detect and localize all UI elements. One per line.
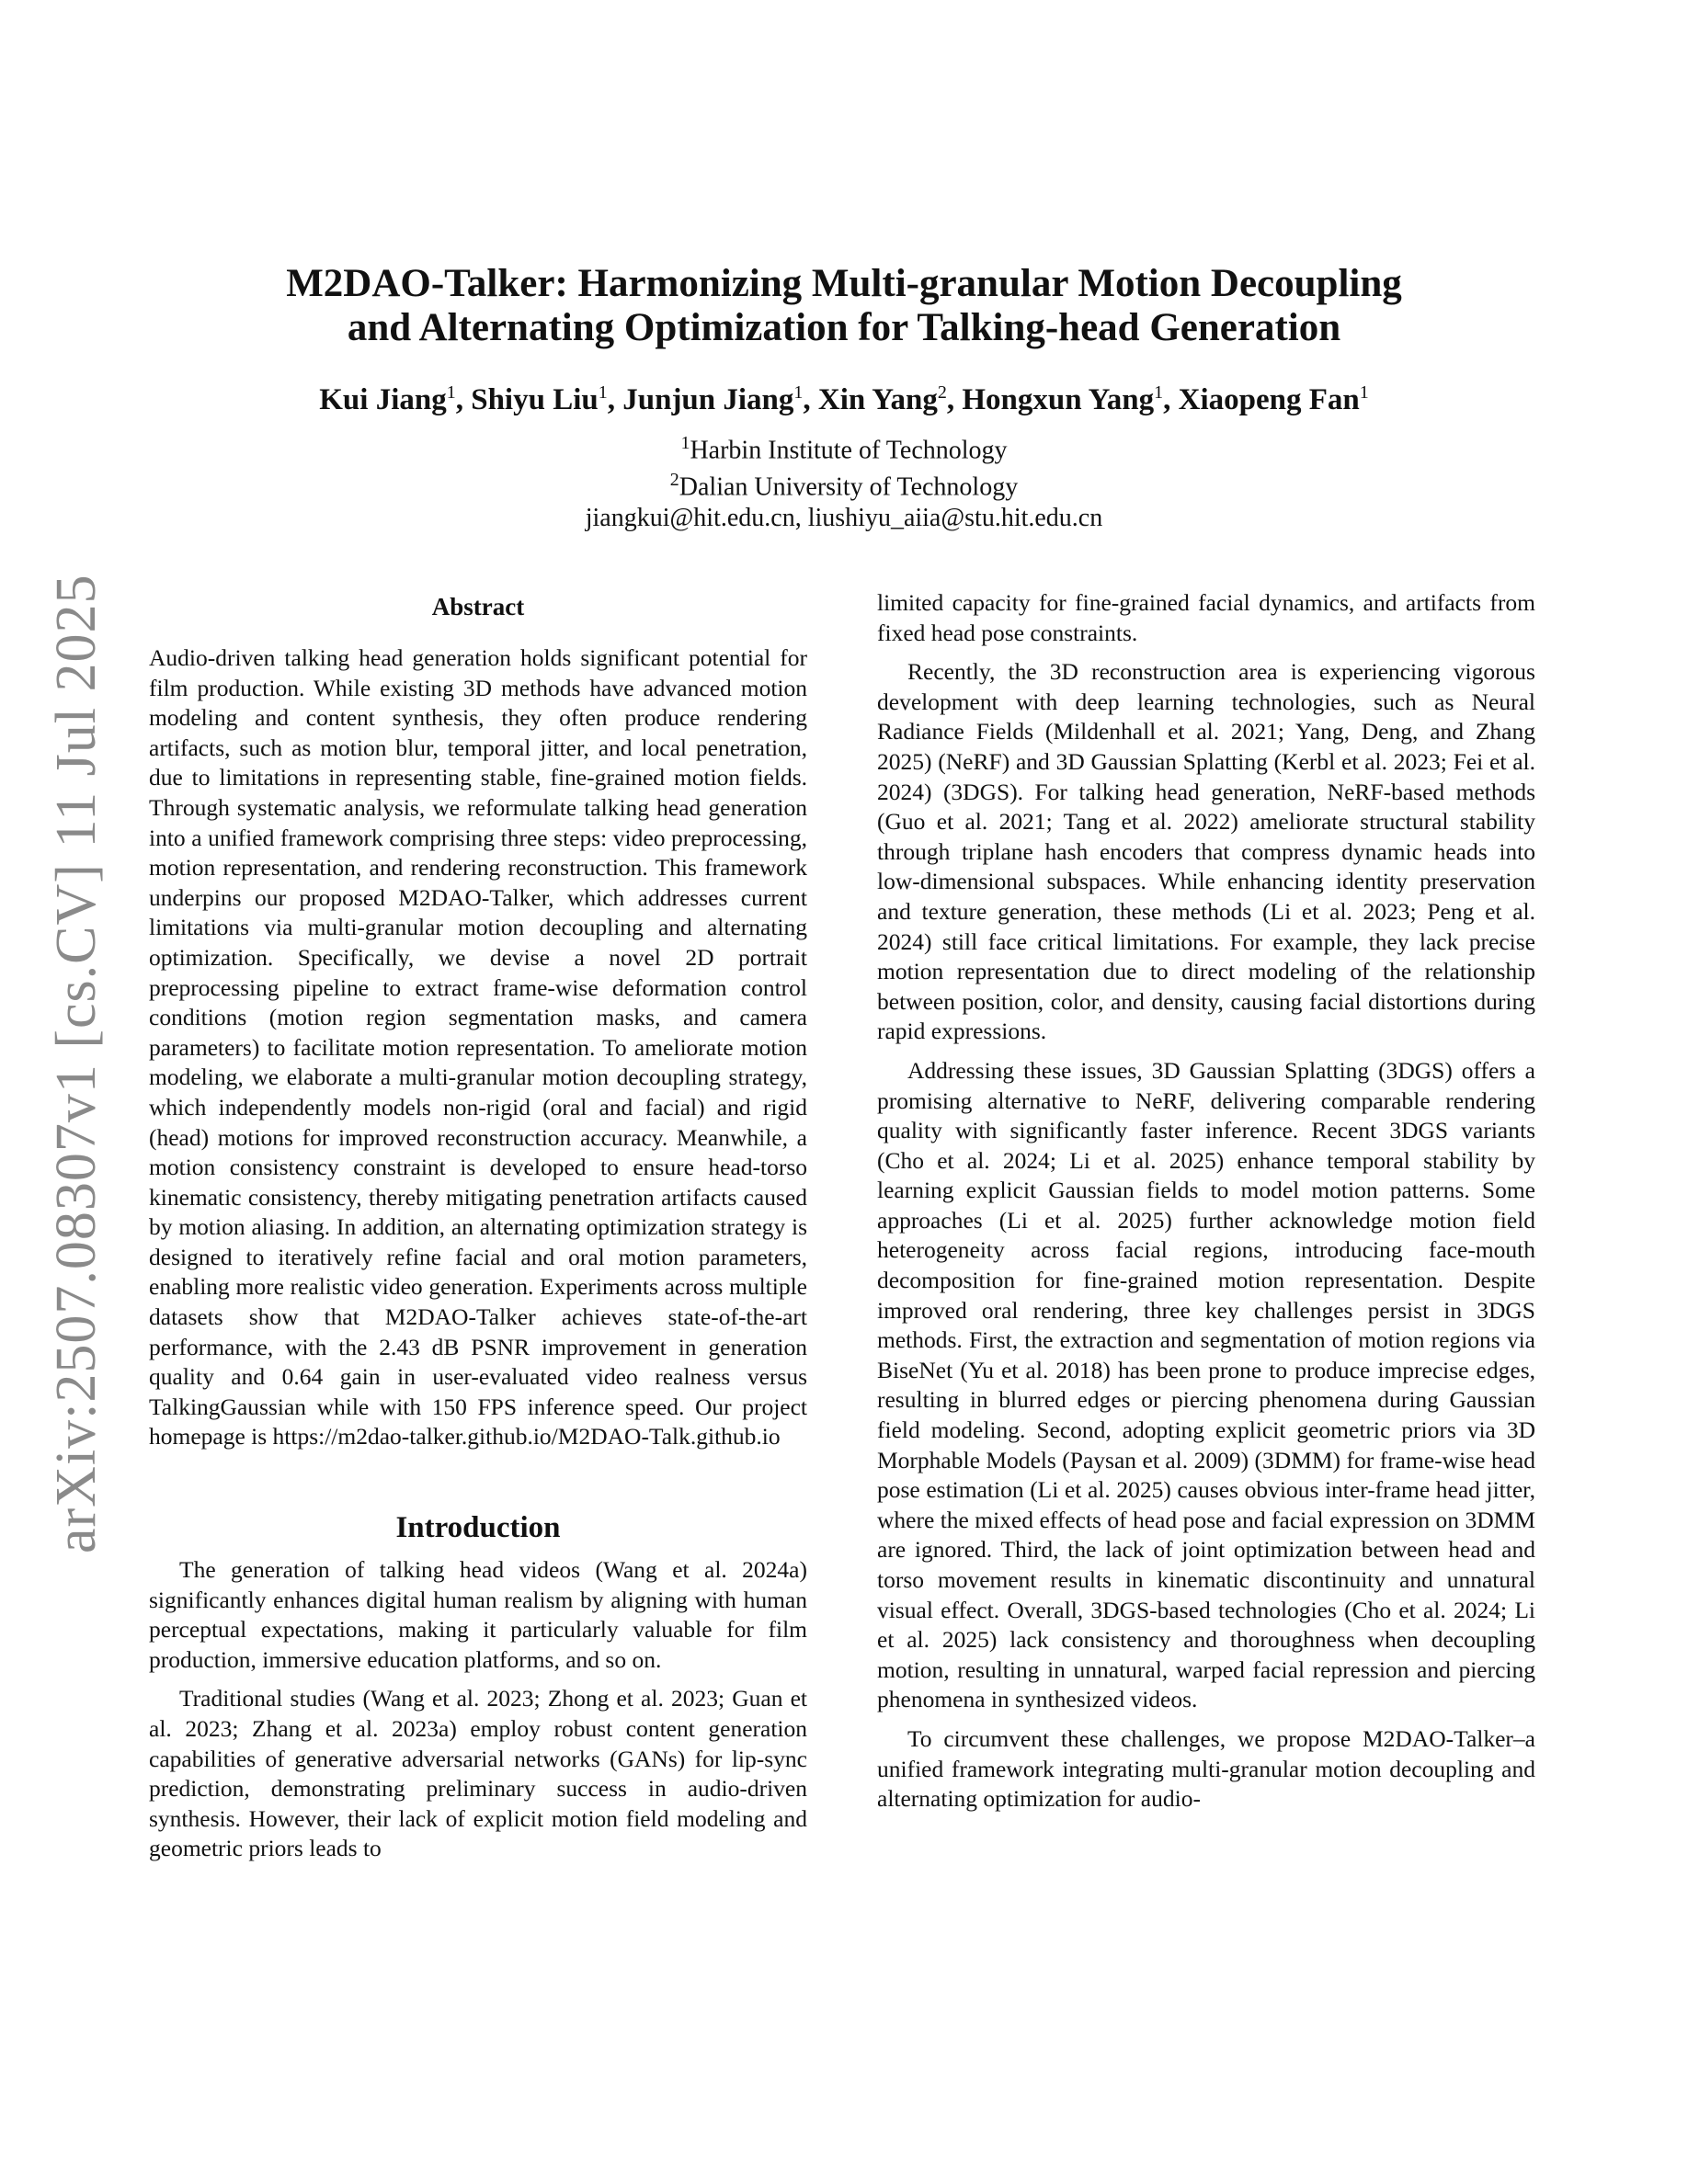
author-name: Xin Yang: [817, 383, 938, 416]
affiliation-mark: 1: [680, 433, 690, 453]
author-name: Kui Jiang: [319, 383, 447, 416]
affiliation-mark: 2: [937, 382, 947, 403]
title-line: and Alternating Optimization for Talking-head Generation: [347, 306, 1341, 349]
body-paragraph: To circumvent these challenges, we propose M2DAO-Talker–a unified framework integrating multi-granular motion decoupling and alternating optimization for audio-: [877, 1724, 1535, 1813]
affiliation-mark: 1: [1154, 382, 1164, 403]
arxiv-identifier-stamp: arXiv:2507.08307v1 [cs.CV] 11 Jul 2025: [45, 574, 108, 1553]
affiliation-mark: 1: [1359, 382, 1369, 403]
body-paragraph: Traditional studies (Wang et al. 2023; Zhong et al. 2023; Guan et al. 2023; Zhang et al. 2023a) employ robust content generation capabilities of generative adversarial networks (GANs) for lip-sync prediction, demonstrating preliminary success in audio-driven synthesis. However, their lack of explicit motion field modeling and geometric priors leads to: [149, 1685, 807, 1862]
body-paragraph: Recently, the 3D reconstruction area is experiencing vigorous development with deep learning technologies, such as Neural Radiance Fields (Mildenhall et al. 2021; Yang, Deng, and Zhang 2025) (NeRF) and 3D Gaussian Splatting (Kerbl et al. 2023; Fei et al. 2024) (3DGS). For talking head generation, NeRF-based methods (Guo et al. 2021; Tang et al. 2022) ameliorate structural stability through triplane hash encoders that compress dynamic heads into low-dimensional subspaces. While enhancing identity preservation and texture generation, these methods (Li et al. 2023; Peng et al. 2024) still face critical limitations. For example, they lack precise motion representation due to direct modeling of the relationship between position, color, and density, causing facial distortions during rapid expressions.: [877, 658, 1535, 1045]
body-paragraph: Addressing these issues, 3D Gaussian Splatting (3DGS) offers a promising alternative to NeRF, delivering comparable rendering quality with significantly faster inference. Recent 3DGS variants (Cho et al. 2024; Li et al. 2025) enhance temporal stability by learning explicit Gaussian fields to model motion patterns. Some approaches (Li et al. 2025) further acknowledge motion field heterogeneity across facial regions, introducing face-mouth decomposition for fine-grained motion representation. Despite improved oral rendering, three key challenges persist in 3DGS methods. First, the extraction and segmentation of motion regions via BiseNet (Yu et al. 2018) has been prone to produce imprecise edges, resulting in blurred edges or piercing phenomena during Gaussian field modeling. Second, adopting explicit geometric priors via 3D Morphable Models (Paysan et al. 2009) (3DMM) for frame-wise head pose estimation (Li et al. 2025) causes obvious inter-frame head jitter, where the mixed effects of head pose and facial expression on 3DMM are ignored. Third, the lack of joint optimization between head and torso movement results in kinematic discontinuity and unnatural visual effect. Overall, 3DGS-based technologies (Cho et al. 2024; Li et al. 2025) lack consistency and thoroughness when decoupling motion, resulting in unnatural, warped facial repression and piercing phenomena in synthesized videos.: [877, 1056, 1535, 1713]
author-name: Hongxun Yang: [962, 383, 1155, 416]
affiliation-mark: 1: [446, 382, 456, 403]
right-column: [877, 588, 1535, 1824]
affiliation-line: [147, 465, 1541, 502]
affiliation-line: [147, 428, 1541, 465]
introduction-heading: Introduction: [395, 1511, 561, 1545]
affiliation-mark: 1: [793, 382, 804, 403]
author-emails: jiangkui@hit.edu.cn, liushiyu_aiia@stu.hit.edu.cn: [585, 503, 1103, 532]
author-name: Junjun Jiang: [622, 383, 794, 416]
affiliation-name: Dalian University of Technology: [679, 472, 1019, 502]
affiliation-mark: 2: [669, 470, 679, 491]
left-column: [149, 588, 807, 1873]
author-name: Shiyu Liu: [471, 383, 599, 416]
author-name: Xiaopeng Fan: [1178, 383, 1360, 416]
paper-title: [147, 262, 1541, 350]
affiliation-name: Harbin Institute of Technology: [690, 436, 1008, 465]
body-paragraph-continued: limited capacity for fine-grained facial dynamics, and artifacts from fixed head pose constraints.: [877, 589, 1535, 646]
body-paragraph: The generation of talking head videos (Wang et al. 2024a) significantly enhances digital human realism by aligning with human perceptual expectations, making it particularly valuable for film production, immersive education platforms, and so on.: [149, 1556, 807, 1673]
abstract-text: Audio-driven talking head generation holds significant potential for film production. While existing 3D methods have advanced motion modeling and content synthesis, they often produce rendering artifacts, such as motion blur, temporal jitter, and local penetration, due to limitations in representing stable, fine-grained motion fields. Through systematic analysis, we reformulate talking head generation into a unified framework comprising three steps: video preprocessing, motion representation, and rendering reconstruction. This framework underpins our proposed M2DAO-Talker, which addresses current limitations via multi-granular motion decoupling and alternating optimization. Specifically, we devise a novel 2D portrait preprocessing pipeline to extract frame-wise deformation control conditions (motion region segmentation masks, and camera parameters) to facilitate motion representation. To ameliorate motion modeling, we elaborate a multi-granular motion decoupling strategy, which independently models non-rigid (oral and facial) and rigid (head) motions for improved reconstruction accuracy. Meanwhile, a motion consistency constraint is developed to ensure head-torso kinematic consistency, thereby mitigating penetration artifacts caused by motion aliasing. In addition, an alternating optimization strategy is designed to iteratively refine facial and oral motion parameters, enabling more realistic video generation. Experiments across multiple datasets show that M2DAO-Talker achieves state-of-the-art performance, with the 2.43 dB PSNR improvement in generation quality and 0.64 gain in user-evaluated video realness versus TalkingGaussian while with 150 FPS inference speed. Our project homepage is https://m2dao-talker.github.io/M2DAO-Talk.github.io: [149, 644, 807, 1450]
abstract-heading: Abstract: [431, 593, 525, 620]
affiliation-mark: 1: [598, 382, 608, 403]
title-line: M2DAO-Talker: Harmonizing Multi-granular Motion Decoupling: [286, 262, 1402, 305]
author-list: Kui Jiang$^1$, Shiyu Liu$^1$, Junjun Jiang$^1$, Xin Yang$^2$, Hongxun Yang$^1$, Xiaopeng Fan$^1$: [319, 382, 1369, 416]
affiliations: [147, 428, 1541, 533]
